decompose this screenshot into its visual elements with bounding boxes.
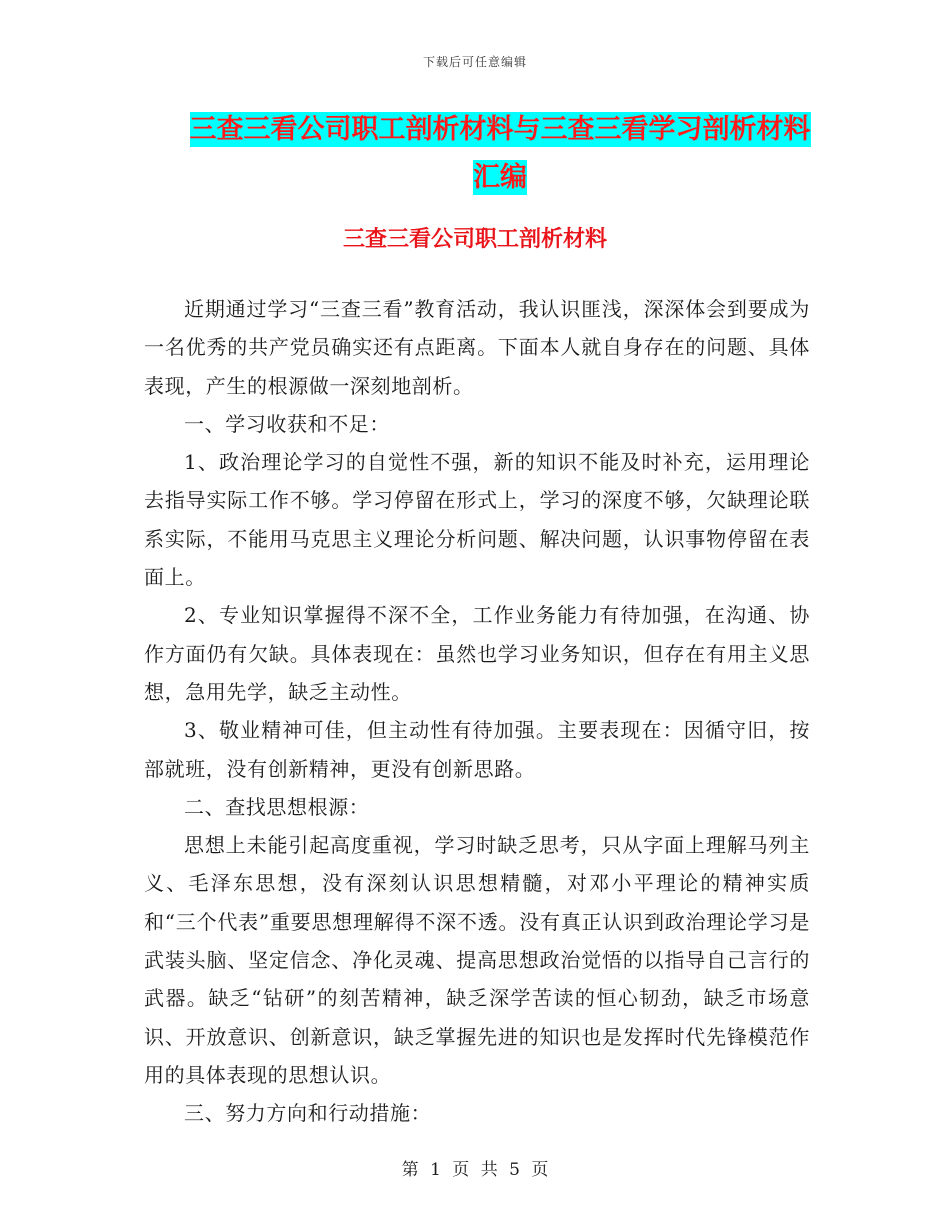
paragraph-point-1: 1、政治理论学习的自觉性不强，新的知识不能及时补充，运用理论去指导实际工作不够。学习停留在形式上，学习的深度不够，欠缺理论联系实际，不能用马克思主义理论分析问题、解决问题，认识事物停留在表面上。: [144, 450, 810, 590]
document-body: [144, 290, 810, 1133]
heading-root-causes: 二、查找思想根源：: [184, 794, 370, 819]
page-number: 第 1 页 共 5 页: [401, 1160, 549, 1180]
heading-learning-gains: 一、学习收获和不足：: [184, 411, 390, 436]
section-title: 三查三看公司职工剖析材料: [342, 227, 607, 252]
document-title-line-1: 三查三看公司职工剖析材料与三查三看学习剖析材料: [189, 114, 811, 145]
paragraph-point-3: 3、敬业精神可佳，但主动性有待加强。主要表现在：因循守旧，按部就班，没有创新精神，更没有创新思路。: [144, 718, 810, 781]
document-title: [140, 106, 860, 202]
document-title-line-2: 汇编: [473, 162, 527, 193]
paragraph-point-2: 2、专业知识掌握得不深不全，工作业务能力有待加强，在沟通、协作方面仍有欠缺。具体表现在：虽然也学习业务知识，但存在有用主义思想，急用先学，缺乏主动性。: [144, 603, 810, 704]
paragraph-root-causes: 思想上未能引起高度重视，学习时缺乏思考，只从字面上理解马列主义、毛泽东思想，没有深刻认识思想精髓，对邓小平理论的精神实质和“三个代表”重要思想理解得不深不透。没有真正认识到政治理论学习是武装头脑、坚定信念、净化灵魂、提高思想政治觉悟的以指导自己言行的武器。缺乏“钻研”的刻苦精神，缺乏深学苦读的恒心韧劲，缺乏市场意识、开放意识、创新意识，缺乏掌握先进的知识也是发挥时代先锋模范作用的具体表现的思想认识。: [144, 833, 810, 1087]
paragraph-intro: 近期通过学习“三查三看”教育活动，我认识匪浅，深深体会到要成为一名优秀的共产党员确实还有点距离。下面本人就自身存在的问题、具体表现，产生的根源做一深刻地剖析。: [144, 297, 810, 398]
heading-action-plan: 三、努力方向和行动措施：: [184, 1101, 432, 1126]
page-header: 下载后可任意编辑: [422, 55, 527, 69]
